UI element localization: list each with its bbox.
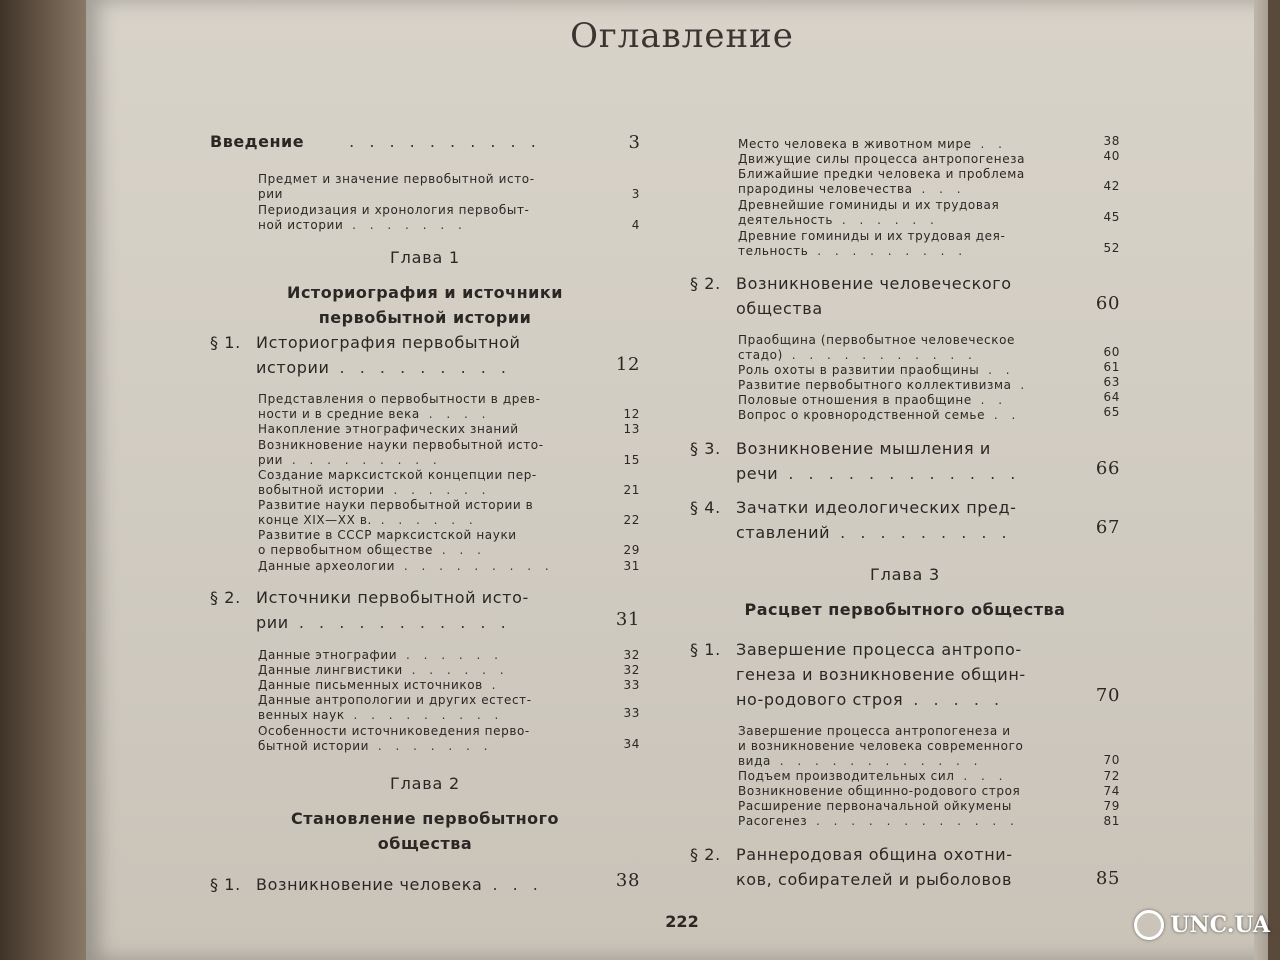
toc-section[interactable]: § 4. Зачатки идеологических пред- ставлений . . . . . . . . . 67 [690,498,1120,542]
section-line: истории [256,358,330,377]
toc-section[interactable]: § 2. Источники первобытной исто- рии . . . . . . . . . . . 31 [210,588,640,632]
toc-entry-intro[interactable]: Введение . . . . . . . . . . 3 [210,132,640,153]
chapter-label: Глава 3 [870,565,940,584]
subentry-line: Предмет и значение первобытной исто- [258,172,535,186]
toc-subentry[interactable]: Древнейшие гоминиды и их трудовая деятельность . . . . . . 45 [738,198,1120,227]
toc-subentry[interactable]: Данные археологии . . . . . . . . . 31 [258,559,640,573]
toc-subentry[interactable]: Развитие в СССР марксистской науки о первобытном обществе . . . 29 [258,528,640,557]
chapter-name: Становление первобытного общества [290,809,560,853]
watermark [1134,910,1270,940]
subentry-line: ной истории [258,218,344,232]
section-page: 12 [615,354,640,375]
toc-subentry[interactable]: Движущие силы процесса антропогенеза 40 [738,149,1120,166]
toc-subentry[interactable]: Периодизация и хронология первобыт- ной истории . . . . . . . 4 [258,203,640,232]
chapter-label: Глава 1 [390,248,460,267]
toc-section[interactable]: § 1. Историография первобытной истории . . . . . . . . . 12 [210,330,640,380]
toc-section[interactable]: § 1. Завершение процесса антропо- генеза и возникновение общин- но-родового строя . . . . . 70 [690,640,1120,709]
toc-section[interactable]: § 2. Раннеродовая община охотни- ков, собирателей и рыболовов 85 [690,845,1120,889]
subentry-line: рии [258,187,284,201]
toc-subentry[interactable]: Подъем производительных сил . . . 72 [738,769,1120,783]
toc-section[interactable]: § 2. Возникновение человеческого общества 60 [690,274,1120,318]
toc-subentry[interactable]: Возникновение науки первобытной исто- рии . . . . . . . . . 15 [258,438,640,467]
toc-subentry[interactable]: Данные этнографии . . . . . . 32 [258,648,640,662]
page-edge [1254,0,1268,960]
toc-subentry[interactable]: Половые отношения в праобщине . . 64 [738,390,1120,407]
watermark-logo-icon [1134,910,1164,940]
toc-section[interactable]: § 3. Возникновение мышления и речи . . . . . . . . . . . . 66 [690,439,1120,483]
chapter-label: Глава 2 [390,774,460,793]
page-title: Оглавление [570,16,794,56]
toc-subentry[interactable]: Развитие первобытного коллективизма . 63 [738,375,1120,392]
chapter-name: Историография и источники первобытной истории [287,283,563,327]
toc-subentry[interactable]: Ближайшие предки человека и проблема прародины человечества . . . 42 [738,167,1120,196]
toc-subentry[interactable]: Роль охоты в развитии праобщины . . 61 [738,360,1120,377]
toc-subentry[interactable]: Праобщина (первобытное человеческое стадо) . . . . . . . . . . . 60 [738,333,1120,362]
toc-subentry[interactable]: Накопление этнографических знаний 13 [258,422,640,436]
subentry-line: Периодизация и хронология первобыт- [258,203,530,217]
entry-page: 3 [628,132,640,153]
toc-subentry[interactable]: Данные лингвистики . . . . . . 32 [258,663,640,677]
toc-subentry[interactable]: Данные письменных источников . 33 [258,678,640,692]
section-mark: § 1. [210,333,241,352]
toc-subentry[interactable]: Представления о первобытности в древ- ности и в средние века . . . . 12 [258,392,640,421]
toc-subentry[interactable]: Создание марксистской концепции пер- вобытной истории . . . . . . 21 [258,468,640,497]
toc-subentry[interactable]: Место человека в животном мире . . 38 [738,134,1120,151]
toc-subentry[interactable]: Расогенез . . . . . . . . . . . . 81 [738,814,1120,828]
toc-section[interactable]: § 1. Возникновение человека . . . 38 [210,870,640,894]
toc-subentry[interactable]: Возникновение общинно-родового строя 74 [738,784,1120,798]
toc-subentry[interactable]: Завершение процесса антропогенеза и и возникновение человека современного вида . . . . . . . . . . . . 70 [738,724,1120,768]
toc-subentry[interactable]: Особенности источниковедения перво- бытной истории . . . . . . . 34 [258,724,640,753]
toc-subentry[interactable] [210,172,640,202]
chapter-name: Расцвет первобытного общества [744,600,1066,619]
toc-subentry[interactable]: Развитие науки первобытной истории в конце XIX—XX в. . . . . . . 22 [258,498,640,527]
toc-subentry[interactable]: Расширение первоначальной ойкумены 79 [738,799,1120,813]
toc-subentry[interactable]: Древние гоминиды и их трудовая дея- тельность . . . . . . . . . 52 [738,229,1120,258]
entry-title: Введение [210,132,305,151]
toc-subentry[interactable]: Данные антропологии и других естест- венных наук . . . . . . . . . 33 [258,693,640,722]
page-number: 222 [665,912,699,931]
watermark-text: UNC.UA [1170,912,1270,938]
toc-subentry[interactable]: Вопрос о кровнородственной семье . . 65 [738,405,1120,422]
subentry-page: 4 [631,218,640,232]
book-spine-edge [0,0,88,960]
subentry-page: 3 [631,187,640,201]
section-line: Историография первобытной [256,333,521,352]
